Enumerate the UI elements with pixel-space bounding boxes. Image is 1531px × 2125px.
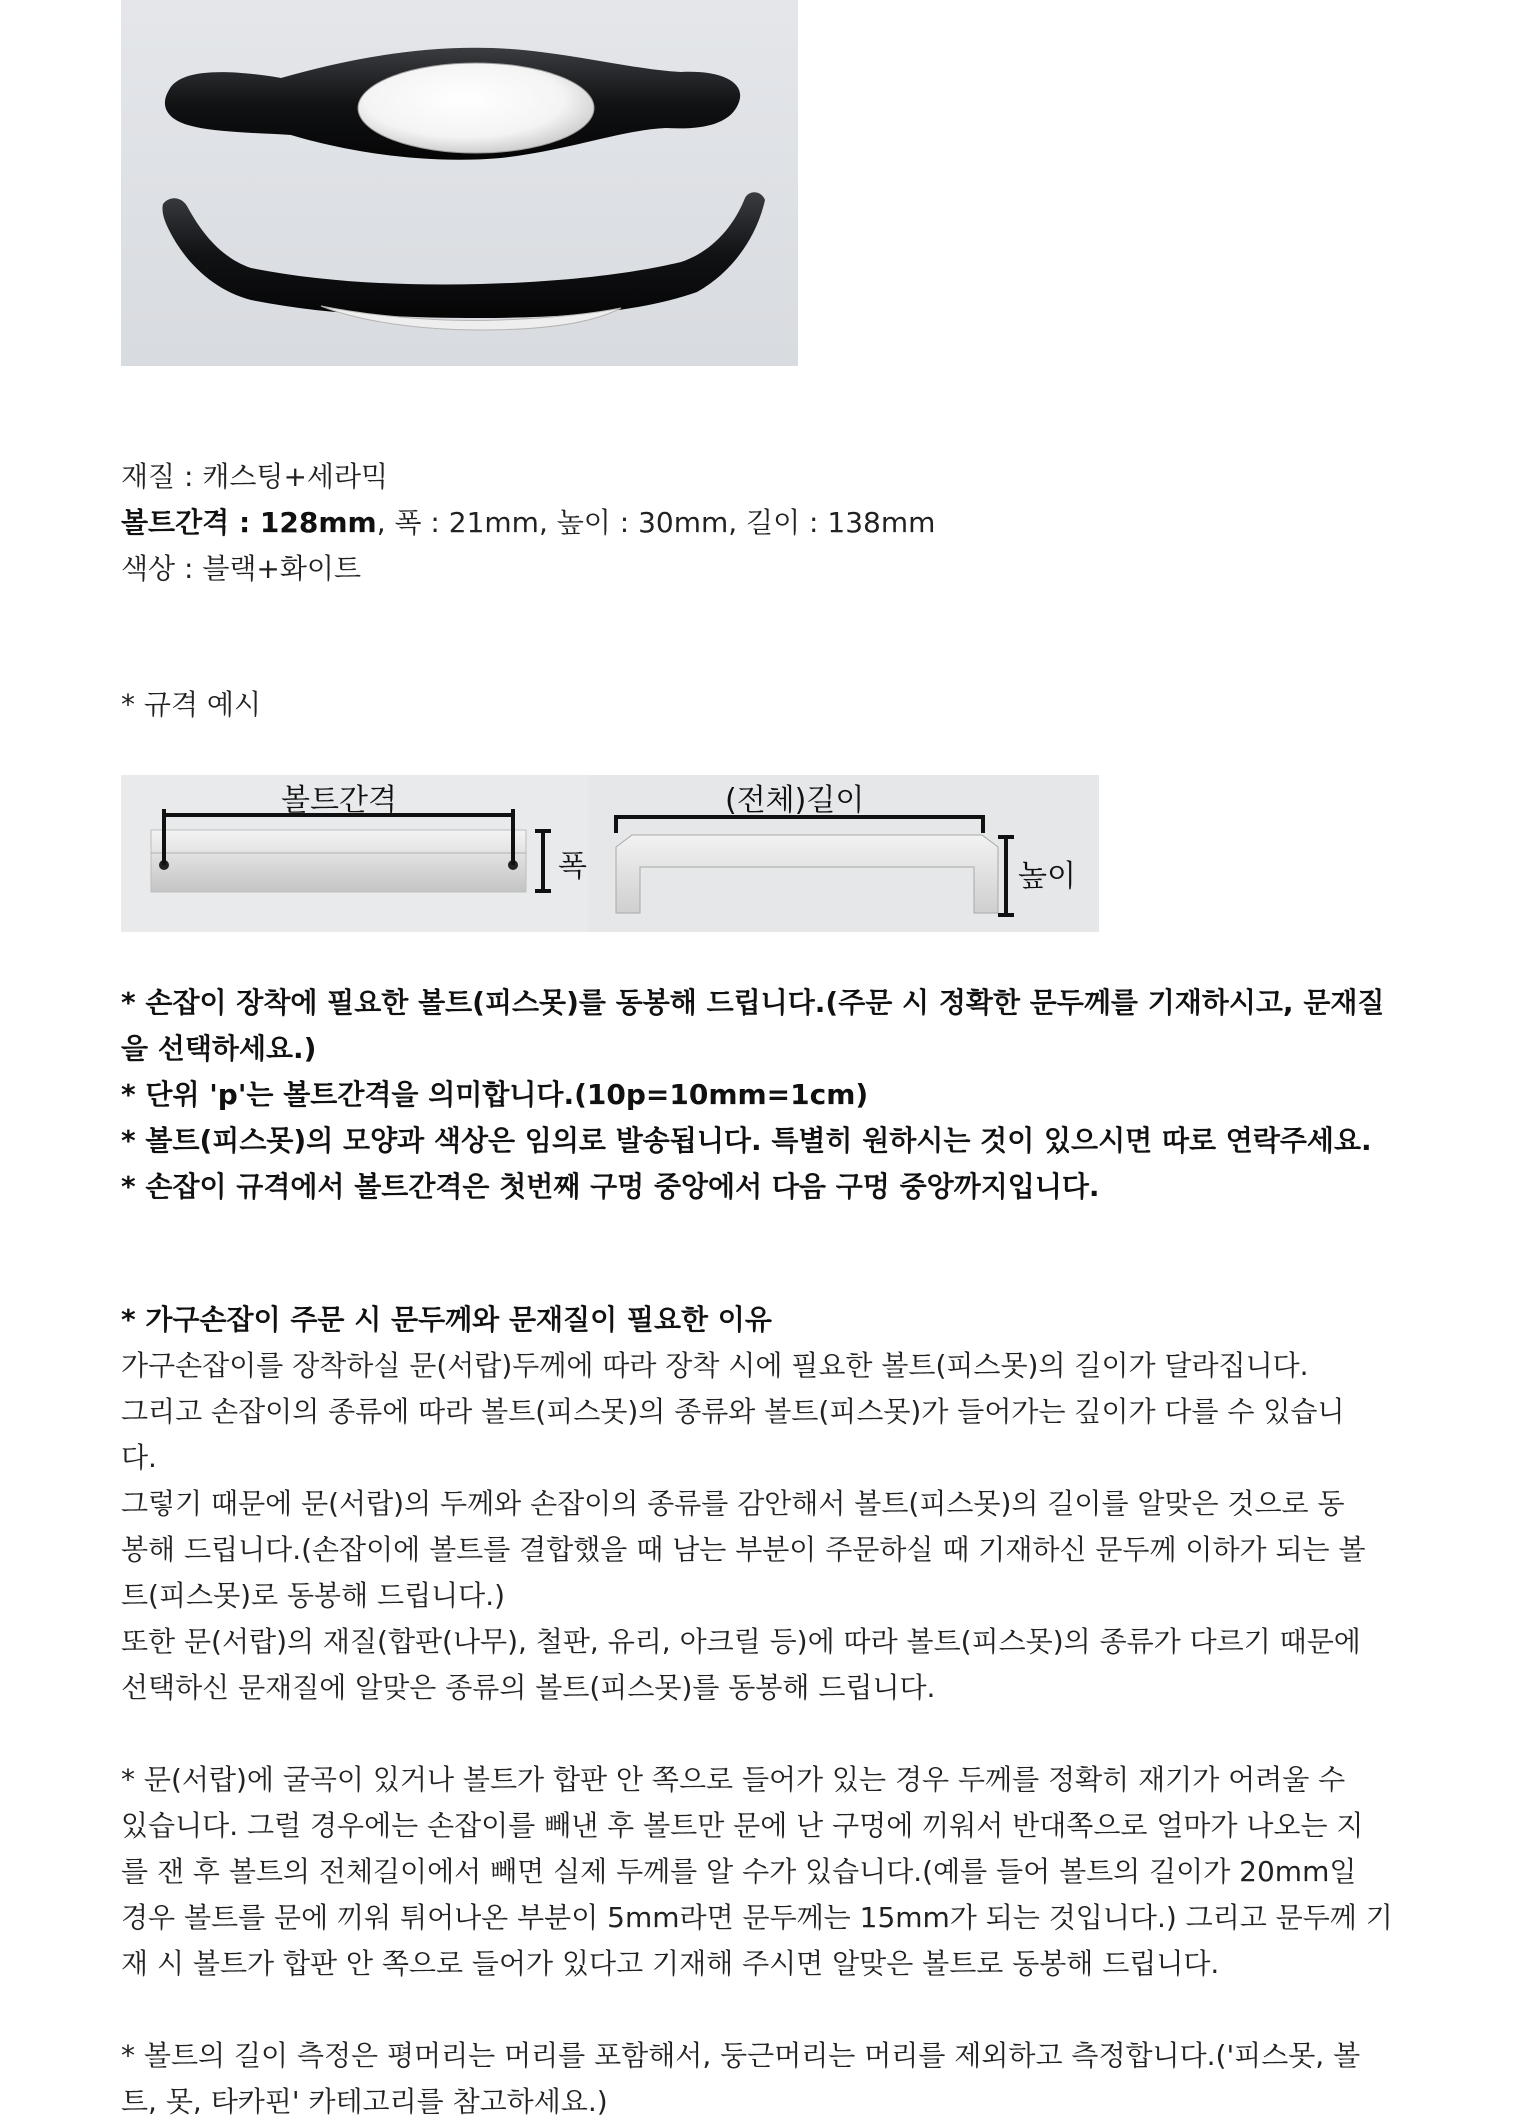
spec-diagram-top-view	[121, 775, 588, 932]
reason-line: 또한 문(서랍)의 재질(합판(나무), 철판, 유리, 아크릴 등)에 따라 볼트(피스못)의 종류가 다르기 때문에	[121, 1625, 1361, 1658]
spec-example-heading: * 규격 예시	[121, 688, 261, 721]
reason-line: 가구손잡이를 장착하실 문(서랍)두께에 따라 장착 시에 필요한 볼트(피스못)의 길이가 달라집니다.	[121, 1349, 1309, 1382]
material-line: 재질 : 캐스팅+세라믹	[121, 460, 389, 493]
handle-side-view	[162, 192, 765, 330]
notice-line: * 단위 'p'는 볼트간격을 의미합니다.(10p=10mm=1cm)	[121, 1078, 869, 1111]
total-length-label: (전체)길이	[725, 783, 865, 818]
color-line: 색상 : 블랙+화이트	[121, 552, 362, 585]
reason-line: 트(피스못)로 동봉해 드립니다.)	[121, 1579, 506, 1612]
bolt-spacing-label: 볼트간격	[281, 783, 397, 818]
reason-line: 봉해 드립니다.(손잡이에 볼트를 결합했을 때 남는 부분이 주문하실 때 기재하신 문두께 이하가 되는 볼	[121, 1533, 1366, 1566]
notice-line: * 손잡이 규격에서 볼트간격은 첫번째 구멍 중앙에서 다음 구멍 중앙까지입니다.	[121, 1170, 1100, 1203]
dimensions-line	[121, 505, 935, 541]
measure-line: 재 시 볼트가 합판 안 쪽으로 들어가 있다고 기재해 주시면 알맞은 볼트로 동봉해 드립니다.	[121, 1947, 1220, 1980]
notice-line: 을 선택하세요.)	[121, 1032, 317, 1065]
reason-line: 다.	[121, 1441, 157, 1474]
measure-note	[121, 1757, 1421, 1987]
notice-block	[121, 980, 1421, 1210]
reason-line: 그리고 손잡이의 종류에 따라 볼트(피스못)의 종류와 볼트(피스못)가 들어가는 깊이가 다를 수 있습니	[121, 1395, 1345, 1428]
notice-line: * 볼트(피스못)의 모양과 색상은 임의로 발송됩니다. 특별히 원하시는 것이 있으시면 따로 연락주세요.	[121, 1124, 1372, 1157]
product-photo	[121, 0, 798, 366]
dimensions-rest: , 폭 : 21mm, 높이 : 30mm, 길이 : 138mm	[376, 506, 936, 539]
reason-title: * 가구손잡이 주문 시 문두께와 문재질이 필요한 이유	[121, 1303, 772, 1336]
bolt-note-line: 트, 못, 타카핀' 카테고리를 참고하세요.)	[121, 2085, 608, 2118]
handle-top-view	[165, 48, 740, 160]
reason-line: 그렇기 때문에 문(서랍)의 두께와 손잡이의 종류를 감안해서 볼트(피스못)의 길이를 알맞은 것으로 동	[121, 1487, 1345, 1520]
spec-diagram-side-view	[588, 775, 1099, 932]
reason-section	[121, 1297, 1421, 1711]
measure-line: 있습니다. 그럴 경우에는 손잡이를 빼낸 후 볼트만 문에 난 구멍에 끼워서 반대쪽으로 얼마가 나오는 지	[121, 1809, 1364, 1842]
bolt-note-line: * 볼트의 길이 측정은 평머리는 머리를 포함해서, 둥근머리는 머리를 제외하고 측정합니다.('피스못, 볼	[121, 2039, 1361, 2072]
notice-line: * 손잡이 장착에 필요한 볼트(피스못)를 동봉해 드립니다.(주문 시 정확한 문두께를 기재하시고, 문재질	[121, 986, 1385, 1019]
measure-line: 를 잰 후 볼트의 전체길이에서 빼면 실제 두께를 알 수가 있습니다.(예를 들어 볼트의 길이가 20mm일	[121, 1855, 1357, 1888]
height-label: 높이	[1018, 859, 1076, 894]
measure-line: 경우 볼트를 문에 끼워 튀어나온 부분이 5mm라면 문두께는 15mm가 되는 것입니다.) 그리고 문두께 기	[121, 1901, 1393, 1934]
bolt-note	[121, 2033, 1421, 2125]
width-label: 폭	[558, 849, 587, 884]
bolt-spacing-spec: 볼트간격 : 128mm	[121, 506, 377, 539]
reason-line: 선택하신 문재질에 알맞은 종류의 볼트(피스못)를 동봉해 드립니다.	[121, 1671, 936, 1704]
measure-line: * 문(서랍)에 굴곡이 있거나 볼트가 합판 안 쪽으로 들어가 있는 경우 두께를 정확히 재기가 어려울 수	[121, 1763, 1346, 1796]
handle-illustration	[121, 0, 798, 366]
